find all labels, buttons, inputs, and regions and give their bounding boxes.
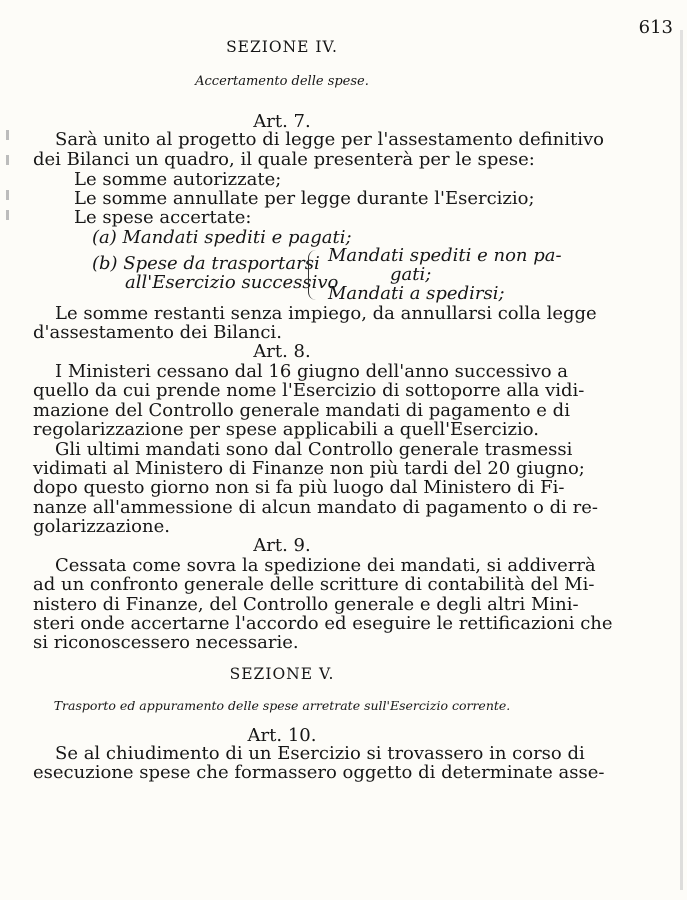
paragraph-line: Cessata come sovra la spedizione dei mandati, si addiverrà	[55, 555, 596, 576]
paragraph-line: quello da cui prende nome l'Esercizio di sottoporre alla vidi-	[33, 380, 585, 401]
article-title: Art. 9.	[253, 535, 311, 556]
sub-item-b-detail: Mandati a spedirsi;	[328, 283, 505, 304]
paragraph-line: nistero di Finanze, del Controllo generale e degli altri Mini-	[33, 594, 579, 615]
paragraph-line: si riconoscessero necessarie.	[33, 632, 299, 653]
section-subheading: Accertamento delle spese.	[195, 74, 369, 89]
section-heading: SEZIONE IV.	[226, 38, 338, 56]
margin-speck	[6, 190, 9, 200]
list-item: Le somme annullate per legge durante l'Esercizio;	[74, 188, 535, 209]
paragraph-line: Le somme restanti senza impiego, da annullarsi colla legge	[55, 303, 597, 324]
paragraph-line: I Ministeri cessano dal 16 giugno dell'anno successivo a	[55, 361, 569, 382]
margin-speck	[6, 155, 9, 165]
paragraph-line: dopo questo giorno non si fa più luogo dal Ministero di Fi-	[33, 477, 565, 498]
list-item: Le somme autorizzate;	[74, 169, 282, 190]
paragraph-line: d'assestamento dei Bilanci.	[33, 322, 282, 343]
sub-item-b-detail: gati;	[390, 264, 432, 285]
paragraph-line: golarizzazione.	[33, 516, 170, 537]
article-title: Art. 8.	[253, 341, 311, 362]
paragraph-line: vidimati al Ministero di Finanze non più tardi del 20 giugno;	[33, 458, 585, 479]
article-title: Art. 10.	[247, 725, 317, 746]
paragraph-line: Gli ultimi mandati sono dal Controllo generale trasmessi	[55, 439, 573, 460]
margin-speck	[6, 210, 9, 220]
paragraph-line: Sarà unito al progetto di legge per l'assestamento definitivo	[55, 129, 604, 150]
article-title: Art. 7.	[253, 111, 311, 132]
brace	[308, 250, 319, 300]
paragraph-line: esecuzione spese che formassero oggetto di determinate asse-	[33, 762, 605, 783]
page-number: 613	[638, 17, 673, 38]
margin-speck	[6, 130, 9, 140]
paragraph-line: nanze all'ammessione di alcun mandato di pagamento o di re-	[33, 497, 598, 518]
paragraph-line: regolarizzazione per spese applicabili a quell'Esercizio.	[33, 419, 539, 440]
sub-item-b-label: all'Esercizio successivo	[125, 272, 339, 293]
sub-item-b-label: (b) Spese da trasportarsi	[92, 253, 320, 274]
paragraph-line: steri onde accertarne l'accordo ed eseguire le rettificazioni che	[33, 613, 613, 634]
sub-item-a: (a) Mandati spediti e pagati;	[92, 227, 352, 248]
paragraph-line: dei Bilanci un quadro, il quale presenterà per le spese:	[33, 149, 535, 170]
page-edge-shadow	[680, 30, 683, 890]
list-item: Le spese accertate:	[74, 207, 252, 228]
paragraph-line: Se al chiudimento di un Esercizio si trovassero in corso di	[55, 743, 585, 764]
section-heading: SEZIONE V.	[229, 665, 335, 683]
sub-item-b-detail: Mandati spediti e non pa-	[328, 245, 562, 266]
paragraph-line: ad un confronto generale delle scritture di contabilità del Mi-	[33, 574, 595, 595]
section-subheading: Trasporto ed appuramento delle spese arretrate sull'Esercizio corrente.	[53, 698, 511, 713]
paragraph-line: mazione del Controllo generale mandati di pagamento e di	[33, 400, 570, 421]
